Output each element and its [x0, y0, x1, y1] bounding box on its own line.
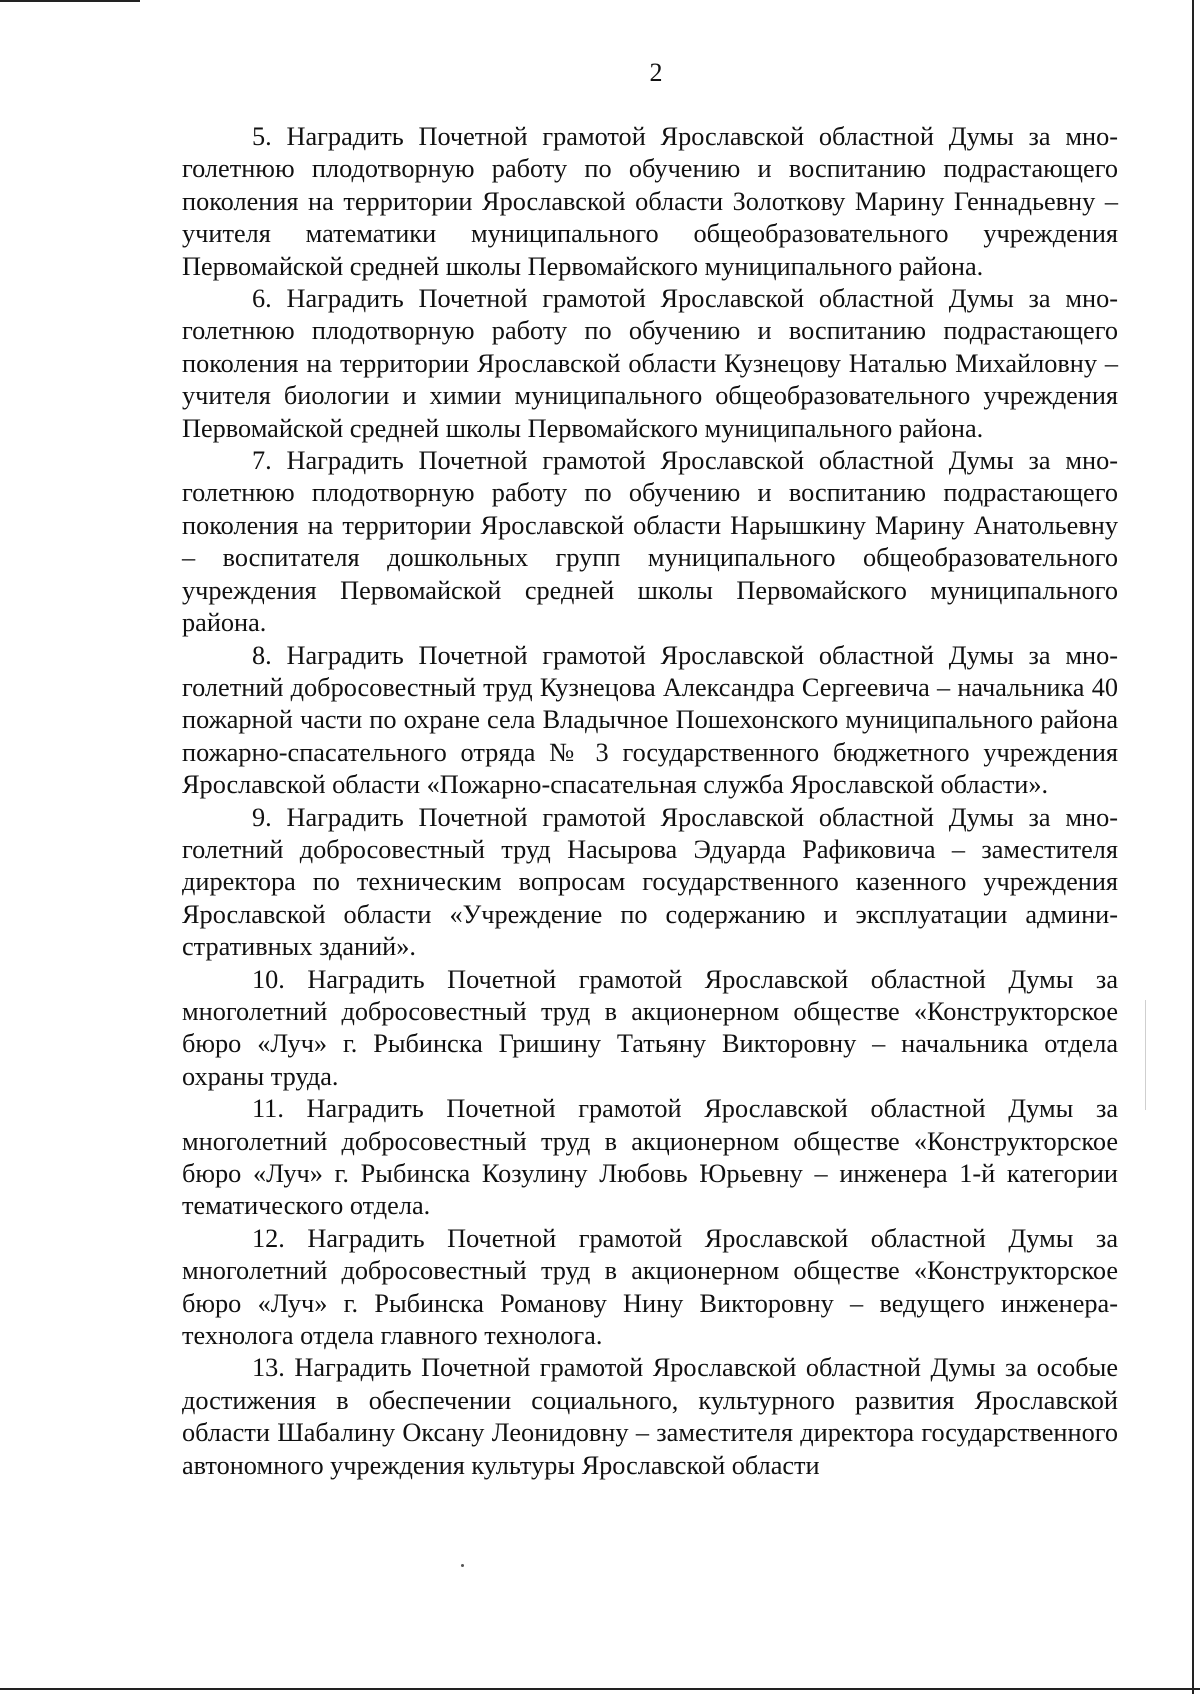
scan-edge-bottom [0, 1688, 1200, 1694]
scan-edge-top [0, 0, 140, 2]
paragraph-item-11: 11. Наградить Почетной грамотой Ярославской областной Думы за многолетний добросовестный труд в акционерном обществе «Конструкторское бюро «Луч» г. Рыбинска Козулину Любовь Юрьевну – инженера 1-й категории тематического отдела. [182, 1094, 1118, 1221]
scan-edge-bottom-right [1110, 1688, 1200, 1690]
paragraph-item-5: 5. Наградить Почетной грамотой Ярославской областной Думы за многолетнюю плодотворную работу по обучению и воспитанию подрастающего поколения на территории Ярославской области Золоткову Марину Геннадьевну – учителя математики муниципального общеобразовательного учреждения Первомайской средней школы Первомайского муниципального района. [182, 122, 1118, 281]
page-number: 2 [649, 58, 663, 87]
paragraph-item-12: 12. Наградить Почетной грамотой Ярославской областной Думы за многолетний добросовестный труд в акционерном обществе «Конструкторское бюро «Луч» г. Рыбинска Романову Нину Викторовну – ведущего инженера-технолога отдела главного технолога. [182, 1223, 1118, 1351]
scan-speck [461, 1564, 464, 1567]
paragraph-item-6: 6. Наградить Почетной грамотой Ярославской областной Думы за многолетнюю плодотворную работу по обучению и воспитанию подрастающего поколения на территории Ярославской области Кузнецову Наталью Михайловну – учителя биологии и химии муниципального общеобразовательного учреждения Первомайской средней школы Первомайского муниципального района. [182, 284, 1118, 443]
scan-edge-faint-line [1145, 1000, 1146, 1110]
paragraph-item-8: 8. Наградить Почетной грамотой Ярославской областной Думы за многолетний добросовестный труд Кузнецова Александра Сергеевича – начальника 40 пожарной части по охране села Владычное Пошехонского муниципального района пожарно-спасательного отряда № 3 государственного бюджетного учреждения Ярославской области «Пожарно-спасательная служба Ярославской области». [182, 640, 1118, 800]
scan-edge-right [1192, 0, 1200, 1694]
document-body [182, 121, 1118, 1482]
paragraph-item-7: 7. Наградить Почетной грамотой Ярославской областной Думы за многолетнюю плодотворную работу по обучению и воспитанию подрастающего поколения на территории Ярославской области Нарышкину Марину Анатольевну – воспитателя дошкольных групп муниципального общеобразовательного учреждения Первомайской средней школы Первомайского муниципального района. [182, 446, 1118, 638]
paragraph-item-13: 13. Наградить Почетной грамотой Ярославской областной Думы за особые достижения в обеспечении социального, культурного развития Ярославской области Шабалину Оксану Леонидовну – заместителя директора государственного автономного учреждения культуры Ярославской области [182, 1353, 1118, 1480]
paragraph-item-10: 10. Наградить Почетной грамотой Ярославской областной Думы за многолетний добросовестный труд в акционерном обществе «Конструкторское бюро «Луч» г. Рыбинска Гришину Татьяну Викторовну – начальника отдела охраны труда. [182, 964, 1118, 1091]
paragraph-item-9: 9. Наградить Почетной грамотой Ярославской областной Думы за многолетний добросовестный труд Насырова Эдуарда Рафиковича – заместителя директора по техническим вопросам государственного казенного учреждения Ярославской области «Учреждение по содержанию и эксплуатации административных зданий». [182, 802, 1118, 962]
